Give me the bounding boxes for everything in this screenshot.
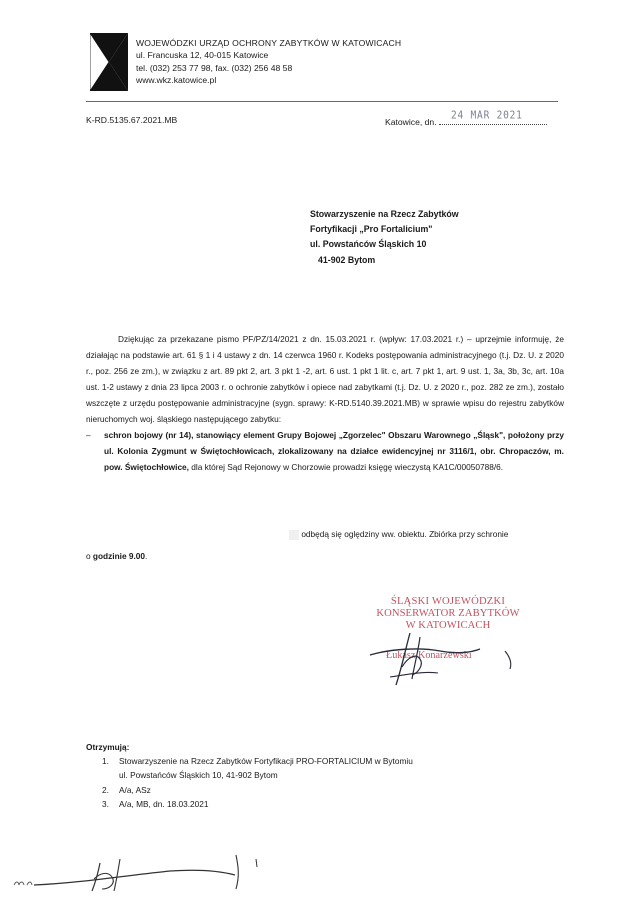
inspection-line — [86, 526, 564, 542]
list-item — [86, 768, 413, 782]
item-text: ul. Powstańców Śląskich 10, 41-902 Bytom — [119, 770, 278, 781]
item-number: 2. — [102, 784, 109, 795]
stamp-line-3: W KATOWICACH — [405, 620, 491, 631]
recipients-list — [86, 754, 413, 811]
item-number: 3. — [102, 798, 109, 809]
recipient-line-2: Fortyfikacji „Pro Fortalicium" — [310, 224, 433, 235]
office-website: www.wkz.katowice.pl — [136, 75, 217, 86]
recipient-line-1: Stowarzyszenie na Rzecz Zabytków — [310, 209, 459, 219]
land-register-note: dla której Sąd Rejonowy w Chorzowie prowadzi księgę wieczystą KA1C/00050788/6. — [188, 462, 504, 472]
header-divider — [86, 101, 558, 102]
office-phone: tel. (032) 253 77 98, fax. (032) 256 48 58 — [136, 62, 293, 73]
inspection-text: odbędą się oględziny ww. obiektu. Zbiórka przy schronie — [301, 529, 509, 539]
letter-body — [86, 331, 564, 475]
office-logo-icon — [90, 33, 128, 91]
bullet-dash: – — [86, 430, 91, 440]
monument-description: schron bojowy (nr 14), stanowiący element Grupy Bojowej „Zgorzelec" Obszaru Warownego „Śląsk", położony przy ul. Kolonia Zygmunt w Świętochłowicach, zlokalizowany na działce ewidencyjnej nr 3116/1, obr. Chropaczów, m. pow. Świętochłowice, — [104, 430, 564, 472]
meeting-end: . — [145, 551, 148, 561]
list-item — [86, 754, 413, 768]
item-text: Stowarzyszenie na Rzecz Zabytków Fortyfikacji PRO-FORTALICIUM w Bytomiu — [119, 756, 413, 767]
list-item — [86, 783, 413, 797]
initials-scribble — [0, 845, 300, 900]
item-number: 1. — [102, 756, 109, 767]
redacted-date — [289, 530, 299, 540]
reference-number: K-RD.5135.67.2021.MB — [86, 115, 178, 125]
meeting-time: godzinie 9.00 — [92, 551, 146, 561]
monument-bullet — [86, 427, 564, 475]
recipient-line-4: 41-902 Bytom — [318, 254, 376, 265]
place-label: Katowice, dn. — [385, 117, 437, 127]
stamp-line-1: ŚLĄSKI WOJEWÓDZKI — [390, 596, 506, 607]
date-stamp: 24 MAR 2021 — [450, 109, 523, 122]
meeting-time-line — [86, 548, 564, 564]
office-name: WOJEWÓDZKI URZĄD OCHRONY ZABYTKÓW W KATOWICACH — [136, 38, 402, 48]
signatory-name: Łukasz Konarzewski — [386, 650, 472, 661]
handwritten-signature — [360, 607, 530, 697]
recipients-title: Otrzymują: — [86, 742, 130, 752]
item-text: A/a, ASz — [119, 784, 151, 795]
stamp-line-2: KONSERWATOR ZABYTKÓW — [376, 608, 520, 619]
inspection-notice — [86, 526, 564, 564]
date-field — [439, 109, 547, 125]
recipients-section — [86, 740, 413, 811]
office-address: ul. Francuska 12, 40-015 Katowice — [136, 50, 269, 61]
item-text: A/a, MB, dn. 18.03.2021 — [119, 798, 209, 809]
meeting-prefix: o — [86, 551, 93, 561]
place-date — [385, 109, 547, 127]
list-item — [86, 797, 413, 811]
letterhead — [136, 37, 401, 87]
recipient-line-3: ul. Powstańców Śląskich 10 — [310, 239, 427, 250]
recipient-address — [310, 207, 459, 268]
main-paragraph: Dziękując za przekazane pismo PF/PZ/14/2021 z dn. 15.03.2021 r. (wpływ: 17.03.2021 r.) – uprzejmie informuję, że działając na podstawie art. 61 § 1 i 4 ustawy z dn. 14 czerwca 1960 r. Kodeks postępowania administracyjnego (t.j. Dz. U. z 2020 r., poz. 256 ze zm.), w związku z art. 89 pkt 2, art. 3 pkt 1 -2, art. 6 ust. 1 pkt 1 lit. c, art. 7 pkt 1, art. 9 ust. 1, 3a, 3b, 3c, art. 10a ust. 1-2 ustawy z dnia 23 lipca 2003 r. o ochronie zabytków i opiece nad zabytkami (t.j. Dz. U. z 2020 r., poz. 282 ze zm.), zostało wszczęte z urzędu postępowanie administracyjne (sygn. sprawy: K-RD.5140.39.2021.MB) w sprawie wpisu do rejestru zabytków nieruchomych woj. śląskiego następującego zabytku: — [86, 334, 564, 424]
